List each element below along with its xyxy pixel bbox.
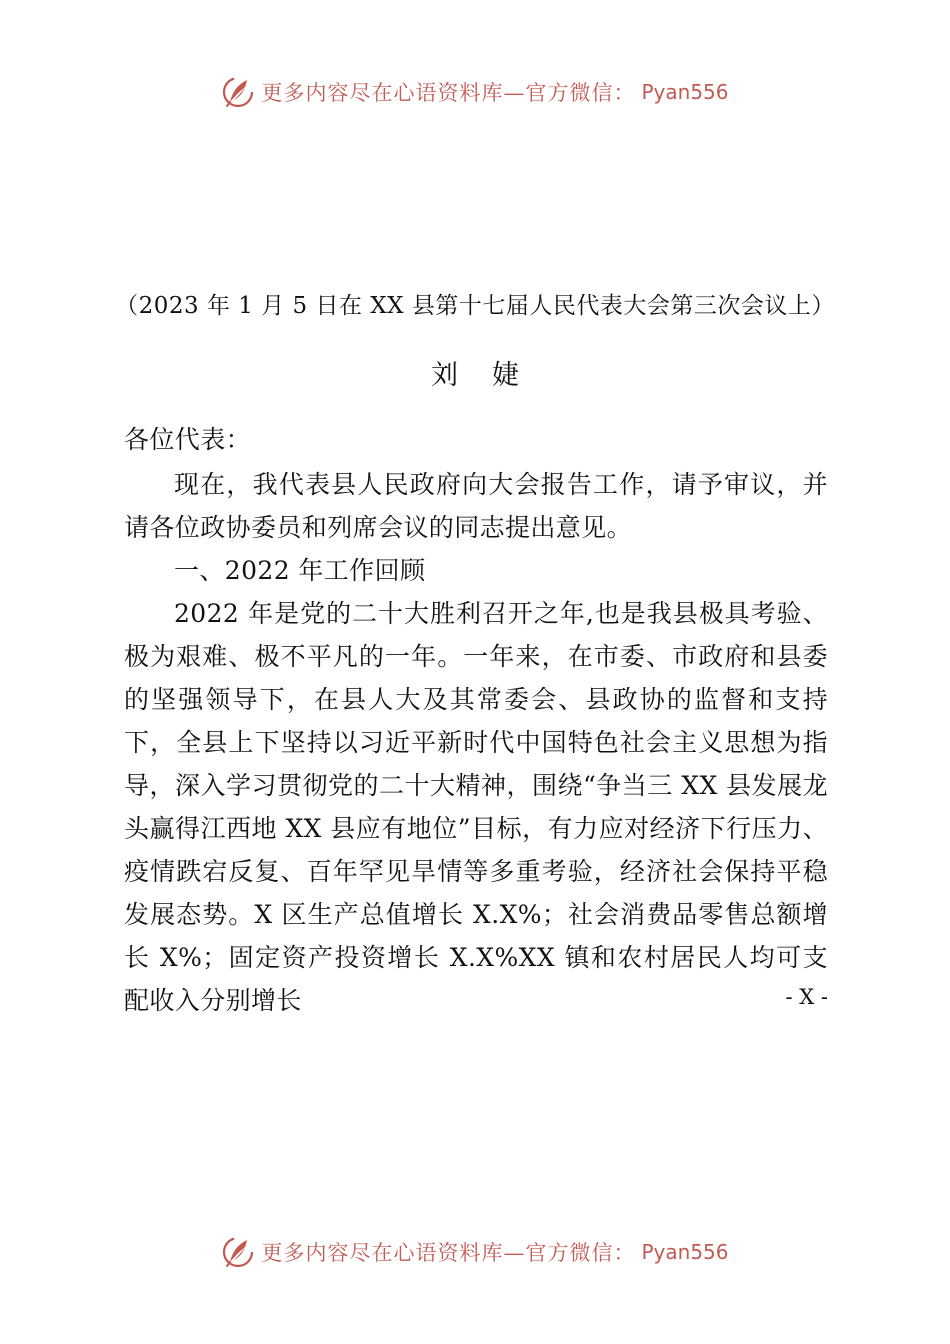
document-body <box>124 418 828 1022</box>
salutation: 各位代表： <box>124 425 252 454</box>
watermark-text: 更多内容尽在心语资料库—官方微信： <box>261 1241 636 1265</box>
page-number: - X - <box>785 985 828 1009</box>
feather-quill-logo-icon <box>221 75 255 109</box>
paragraph-intro: 现在，我代表县人民政府向大会报告工作，请予审议，并请各位政协委员和列席会议的同志提出意见。 <box>124 470 828 542</box>
document-author: 刘婕 <box>431 360 553 391</box>
feather-quill-logo-icon <box>221 1235 255 1269</box>
watermark-text: 更多内容尽在心语资料库—官方微信： <box>261 81 636 105</box>
paragraph-review: 2022 年是党的二十大胜利召开之年,也是我县极具考验、极为艰难、极不平凡的一年。一年来，在市委、市政府和县委的坚强领导下，在县人大及其常委会、县政协的监督和支持下，全县上下坚持以习近平新时代中国特色社会主义思想为指导，深入学习贯彻党的二十大精神，围绕“争当三 XX 县发展龙头赢得江西地 XX 县应有地位”目标，有力应对经济下行压力、疫情跌宕反复、百年罕见旱情等多重考验，经济社会保持平稳发展态势。X 区生产总值增长 X.X%；社会消费品零售总额增长 X%；固定资产投资增长 X.X%XX 镇和农村居民人均可支配收入分别增长 <box>124 599 828 1015</box>
document-subtitle: （2023 年 1 月 5 日在 XX 县第十七届人民代表大会第三次会议上） <box>115 293 835 319</box>
section-heading: 一、2022 年工作回顾 <box>174 556 426 585</box>
footer-watermark <box>0 1232 950 1272</box>
watermark-handle: Pyan556 <box>641 80 729 104</box>
header-watermark <box>0 72 950 112</box>
watermark-handle: Pyan556 <box>641 1240 729 1264</box>
